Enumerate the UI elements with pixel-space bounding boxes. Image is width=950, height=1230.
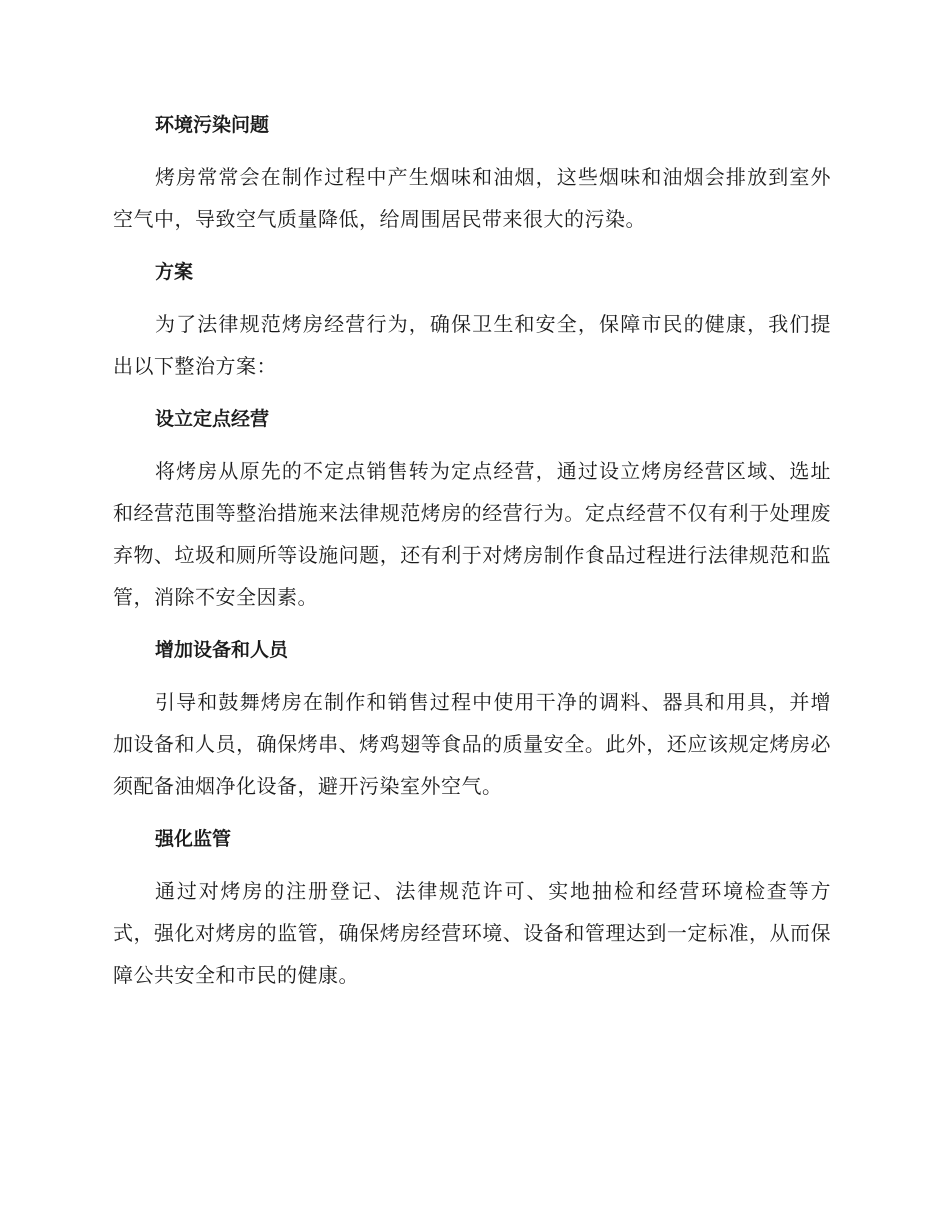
section-heading-plan: 方案 xyxy=(155,261,194,283)
section-heading-fixed-location: 设立定点经营 xyxy=(155,408,270,430)
section-paragraph-supervision: 通过对烤房的注册登记、法律规范许可、实地抽检和经营环境检查等方式，强化对烤房的监管，确保烤房经营环境、设备和管理达到一定标准，从而保障公共安全和市民的健康。 xyxy=(113,879,831,987)
document-body xyxy=(113,104,831,996)
section-paragraph-fixed-location: 将烤房从原先的不定点销售转为定点经营，通过设立烤房经营区域、选址和经营范围等整治措施来法律规范烤房的经营行为。定点经营不仅有利于处理废弃物、垃圾和厕所等设施问题，还有利于对烤房制作食品过程进行法律规范和监管，消除不安全因素。 xyxy=(113,459,831,609)
section-heading-supervision: 强化监管 xyxy=(155,828,232,850)
section-heading-pollution: 环境污染问题 xyxy=(155,114,270,136)
section-paragraph-plan: 为了法律规范烤房经营行为，确保卫生和安全，保障市民的健康，我们提出以下整治方案： xyxy=(113,312,831,378)
section-heading-equipment-staff: 增加设备和人员 xyxy=(155,639,289,661)
section-paragraph-equipment-staff: 引导和鼓舞烤房在制作和销售过程中使用干净的调料、器具和用具，并增加设备和人员，确保烤串、烤鸡翅等食品的质量安全。此外，还应该规定烤房必须配备油烟净化设备，避开污染室外空气。 xyxy=(113,690,831,798)
section-paragraph-pollution: 烤房常常会在制作过程中产生烟味和油烟，这些烟味和油烟会排放到室外空气中，导致空气质量降低，给周围居民带来很大的污染。 xyxy=(113,165,831,231)
